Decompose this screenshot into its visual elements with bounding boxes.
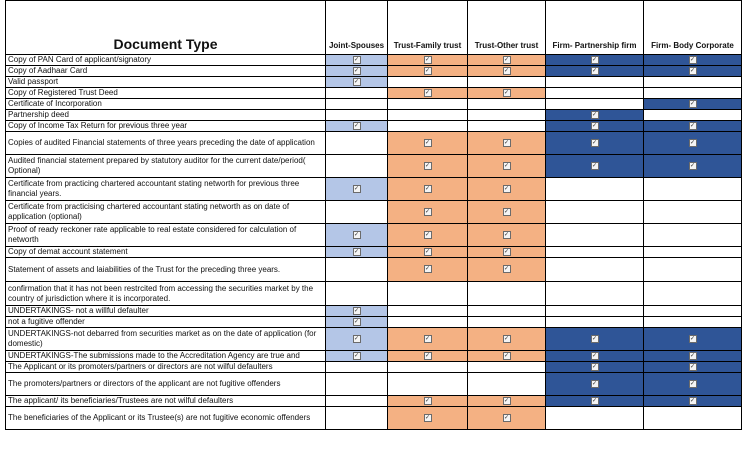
document-label: Partnership deed: [6, 110, 326, 121]
document-label: UNDERTAKINGS-not debarred from securities market as on the date of application (for domestic): [6, 328, 326, 351]
table-row: [6, 373, 742, 396]
checkbox-checked-icon[interactable]: [591, 162, 599, 170]
checkbox-checked-icon[interactable]: [424, 414, 432, 422]
table-row: [6, 396, 742, 407]
checkbox-checked-icon[interactable]: [353, 307, 361, 315]
cell-firm-partnership: [546, 110, 644, 121]
table-row: [6, 201, 742, 224]
checkbox-checked-icon[interactable]: [353, 248, 361, 256]
cell-firm-partnership: [546, 396, 644, 407]
table-row: [6, 88, 742, 99]
cell-trust-family: [388, 396, 468, 407]
document-label: Copy of Income Tax Return for previous three year: [6, 121, 326, 132]
cell-trust-other: [468, 317, 546, 328]
cell-firm-body-corporate: [644, 328, 742, 351]
checkbox-checked-icon[interactable]: [353, 352, 361, 360]
cell-joint-spouses: [326, 396, 388, 407]
cell-firm-partnership: [546, 224, 644, 247]
cell-firm-partnership: [546, 362, 644, 373]
cell-trust-other: [468, 121, 546, 132]
document-label: Valid passport: [6, 77, 326, 88]
cell-firm-partnership: [546, 178, 644, 201]
cell-joint-spouses: [326, 373, 388, 396]
checkbox-checked-icon[interactable]: [503, 139, 511, 147]
cell-joint-spouses: [326, 282, 388, 306]
cell-firm-partnership: [546, 88, 644, 99]
cell-trust-other: [468, 201, 546, 224]
cell-joint-spouses: [326, 99, 388, 110]
cell-trust-family: [388, 351, 468, 362]
document-label: Statement of assets and laiabilities of the Trust for the preceding three years.: [6, 258, 326, 282]
cell-joint-spouses: [326, 132, 388, 155]
cell-firm-partnership: [546, 77, 644, 88]
table-row: [6, 178, 742, 201]
column-header-firm-partnership: Firm- Partnership firm: [546, 1, 644, 55]
table-row: [6, 258, 742, 282]
document-label: Copies of audited Financial statements of three years preceding the date of application: [6, 132, 326, 155]
cell-firm-partnership: [546, 132, 644, 155]
column-header-trust-other: Trust-Other trust: [468, 1, 546, 55]
table-row: [6, 155, 742, 178]
cell-trust-other: [468, 110, 546, 121]
cell-trust-other: [468, 178, 546, 201]
cell-trust-other: [468, 328, 546, 351]
cell-trust-other: [468, 66, 546, 77]
checkbox-checked-icon[interactable]: [689, 363, 697, 371]
table-row: [6, 121, 742, 132]
cell-trust-other: [468, 362, 546, 373]
checkbox-checked-icon[interactable]: [591, 352, 599, 360]
checkbox-checked-icon[interactable]: [424, 89, 432, 97]
cell-trust-family: [388, 224, 468, 247]
checkbox-checked-icon[interactable]: [503, 208, 511, 216]
cell-firm-partnership: [546, 155, 644, 178]
cell-firm-partnership: [546, 99, 644, 110]
document-label: Copy of demat account statement: [6, 247, 326, 258]
checkbox-checked-icon[interactable]: [503, 231, 511, 239]
document-label: Copy of Registered Trust Deed: [6, 88, 326, 99]
checkbox-checked-icon[interactable]: [353, 78, 361, 86]
document-label: UNDERTAKINGS- not a willful defaulter: [6, 306, 326, 317]
cell-trust-other: [468, 55, 546, 66]
table-row: [6, 99, 742, 110]
checkbox-checked-icon[interactable]: [591, 363, 599, 371]
checkbox-checked-icon[interactable]: [689, 397, 697, 405]
table-row: [6, 407, 742, 430]
cell-firm-partnership: [546, 282, 644, 306]
document-label: Copy of PAN Card of applicant/signatory: [6, 55, 326, 66]
cell-firm-body-corporate: [644, 66, 742, 77]
cell-firm-body-corporate: [644, 132, 742, 155]
checkbox-checked-icon[interactable]: [353, 335, 361, 343]
cell-joint-spouses: [326, 121, 388, 132]
checkbox-checked-icon[interactable]: [591, 56, 599, 64]
table-row: [6, 362, 742, 373]
cell-firm-body-corporate: [644, 77, 742, 88]
cell-firm-partnership: [546, 306, 644, 317]
checkbox-checked-icon[interactable]: [503, 89, 511, 97]
cell-trust-family: [388, 155, 468, 178]
cell-trust-family: [388, 55, 468, 66]
cell-firm-partnership: [546, 317, 644, 328]
document-label: Proof of ready reckoner rate applicable to real estate considered for calculation of networth: [6, 224, 326, 247]
cell-trust-other: [468, 155, 546, 178]
document-label: Copy of Aadhaar Card: [6, 66, 326, 77]
cell-trust-other: [468, 407, 546, 430]
checkbox-checked-icon[interactable]: [424, 56, 432, 64]
table-row: [6, 247, 742, 258]
header-row: [6, 1, 742, 55]
cell-trust-family: [388, 317, 468, 328]
cell-joint-spouses: [326, 407, 388, 430]
cell-joint-spouses: [326, 258, 388, 282]
cell-trust-family: [388, 201, 468, 224]
cell-firm-body-corporate: [644, 407, 742, 430]
cell-firm-body-corporate: [644, 178, 742, 201]
checkbox-checked-icon[interactable]: [689, 67, 697, 75]
checkbox-checked-icon[interactable]: [503, 414, 511, 422]
checkbox-checked-icon[interactable]: [591, 380, 599, 388]
cell-firm-partnership: [546, 66, 644, 77]
table-row: [6, 224, 742, 247]
cell-firm-partnership: [546, 121, 644, 132]
cell-trust-other: [468, 224, 546, 247]
cell-trust-family: [388, 362, 468, 373]
cell-firm-partnership: [546, 328, 644, 351]
cell-trust-family: [388, 99, 468, 110]
checkbox-checked-icon[interactable]: [689, 56, 697, 64]
cell-firm-body-corporate: [644, 362, 742, 373]
cell-firm-partnership: [546, 247, 644, 258]
checkbox-checked-icon[interactable]: [591, 111, 599, 119]
checkbox-checked-icon[interactable]: [591, 67, 599, 75]
checkbox-checked-icon[interactable]: [591, 139, 599, 147]
cell-trust-family: [388, 121, 468, 132]
checkbox-checked-icon[interactable]: [424, 185, 432, 193]
cell-joint-spouses: [326, 88, 388, 99]
cell-firm-partnership: [546, 351, 644, 362]
cell-firm-body-corporate: [644, 121, 742, 132]
table-row: [6, 351, 742, 362]
checkbox-checked-icon[interactable]: [591, 397, 599, 405]
cell-trust-family: [388, 258, 468, 282]
document-type-table: [5, 0, 742, 430]
cell-firm-body-corporate: [644, 88, 742, 99]
checkbox-checked-icon[interactable]: [424, 208, 432, 216]
document-label: Certificate from practicising chartered accountant stating networth as on date of application (optional): [6, 201, 326, 224]
checkbox-checked-icon[interactable]: [424, 248, 432, 256]
checkbox-checked-icon[interactable]: [689, 100, 697, 108]
checkbox-checked-icon[interactable]: [353, 185, 361, 193]
document-label: The applicant/ its beneficiaries/Trustees are not wilful defaulters: [6, 396, 326, 407]
cell-trust-family: [388, 178, 468, 201]
cell-joint-spouses: [326, 247, 388, 258]
cell-firm-body-corporate: [644, 306, 742, 317]
cell-joint-spouses: [326, 110, 388, 121]
cell-trust-family: [388, 132, 468, 155]
cell-trust-other: [468, 351, 546, 362]
cell-firm-body-corporate: [644, 396, 742, 407]
checkbox-checked-icon[interactable]: [424, 335, 432, 343]
cell-trust-family: [388, 247, 468, 258]
cell-trust-family: [388, 88, 468, 99]
cell-trust-other: [468, 373, 546, 396]
document-label: Certificate from practicing chartered accountant stating networth for previous three financial years.: [6, 178, 326, 201]
column-header-joint-spouses: Joint-Spouses: [326, 1, 388, 55]
checkbox-checked-icon[interactable]: [424, 265, 432, 273]
document-label: The promoters/partners or directors of the applicant are not fugitive offenders: [6, 373, 326, 396]
document-label: Certificate of Incorporation: [6, 99, 326, 110]
cell-joint-spouses: [326, 55, 388, 66]
checkbox-checked-icon[interactable]: [503, 352, 511, 360]
checkbox-checked-icon[interactable]: [689, 335, 697, 343]
checkbox-checked-icon[interactable]: [424, 67, 432, 75]
cell-joint-spouses: [326, 362, 388, 373]
document-label: Audited financial statement prepared by statutory auditor for the current date/period( Optional): [6, 155, 326, 178]
checkbox-checked-icon[interactable]: [503, 265, 511, 273]
cell-joint-spouses: [326, 224, 388, 247]
column-header-document-type: Document Type: [6, 1, 326, 55]
cell-firm-partnership: [546, 407, 644, 430]
checkbox-checked-icon[interactable]: [591, 335, 599, 343]
column-header-firm-body-corporate: Firm- Body Corporate: [644, 1, 742, 55]
cell-trust-family: [388, 407, 468, 430]
checkbox-checked-icon[interactable]: [689, 380, 697, 388]
checkbox-checked-icon[interactable]: [503, 335, 511, 343]
checkbox-checked-icon[interactable]: [353, 231, 361, 239]
checkbox-checked-icon[interactable]: [503, 397, 511, 405]
document-table-wrapper: [5, 0, 742, 430]
table-body: [6, 55, 742, 430]
checkbox-checked-icon[interactable]: [689, 122, 697, 130]
cell-trust-family: [388, 328, 468, 351]
cell-firm-body-corporate: [644, 99, 742, 110]
checkbox-checked-icon[interactable]: [424, 352, 432, 360]
table-row: [6, 306, 742, 317]
table-row: [6, 328, 742, 351]
cell-firm-body-corporate: [644, 201, 742, 224]
cell-firm-body-corporate: [644, 373, 742, 396]
cell-firm-body-corporate: [644, 224, 742, 247]
cell-firm-body-corporate: [644, 110, 742, 121]
checkbox-checked-icon[interactable]: [503, 67, 511, 75]
cell-trust-family: [388, 66, 468, 77]
checkbox-checked-icon[interactable]: [424, 162, 432, 170]
document-label: not a fugitive offender: [6, 317, 326, 328]
cell-firm-body-corporate: [644, 351, 742, 362]
cell-firm-partnership: [546, 258, 644, 282]
cell-trust-other: [468, 306, 546, 317]
cell-joint-spouses: [326, 155, 388, 178]
cell-trust-other: [468, 88, 546, 99]
cell-joint-spouses: [326, 351, 388, 362]
cell-trust-family: [388, 282, 468, 306]
cell-firm-body-corporate: [644, 247, 742, 258]
cell-trust-other: [468, 99, 546, 110]
cell-trust-other: [468, 77, 546, 88]
cell-joint-spouses: [326, 201, 388, 224]
cell-trust-other: [468, 247, 546, 258]
cell-trust-family: [388, 373, 468, 396]
checkbox-checked-icon[interactable]: [353, 122, 361, 130]
cell-trust-other: [468, 396, 546, 407]
checkbox-checked-icon[interactable]: [591, 122, 599, 130]
checkbox-checked-icon[interactable]: [424, 397, 432, 405]
cell-trust-other: [468, 132, 546, 155]
cell-firm-body-corporate: [644, 155, 742, 178]
document-label: The Applicant or its promoters/partners or directors are not wilful defaulters: [6, 362, 326, 373]
cell-trust-family: [388, 110, 468, 121]
cell-firm-partnership: [546, 55, 644, 66]
cell-firm-partnership: [546, 201, 644, 224]
cell-firm-body-corporate: [644, 55, 742, 66]
cell-trust-family: [388, 77, 468, 88]
cell-trust-family: [388, 306, 468, 317]
checkbox-checked-icon[interactable]: [424, 231, 432, 239]
checkbox-checked-icon[interactable]: [424, 139, 432, 147]
checkbox-checked-icon[interactable]: [503, 162, 511, 170]
cell-joint-spouses: [326, 317, 388, 328]
table-row: [6, 55, 742, 66]
checkbox-checked-icon[interactable]: [503, 248, 511, 256]
document-label: The beneficiaries of the Applicant or its Trustee(s) are not fugitive economic offenders: [6, 407, 326, 430]
checkbox-checked-icon[interactable]: [353, 67, 361, 75]
table-row: [6, 110, 742, 121]
cell-firm-body-corporate: [644, 317, 742, 328]
cell-trust-other: [468, 282, 546, 306]
table-row: [6, 317, 742, 328]
checkbox-checked-icon[interactable]: [353, 56, 361, 64]
cell-firm-body-corporate: [644, 258, 742, 282]
column-header-trust-family: Trust-Family trust: [388, 1, 468, 55]
checkbox-checked-icon[interactable]: [353, 318, 361, 326]
cell-firm-body-corporate: [644, 282, 742, 306]
cell-joint-spouses: [326, 77, 388, 88]
table-row: [6, 132, 742, 155]
checkbox-checked-icon[interactable]: [503, 185, 511, 193]
cell-joint-spouses: [326, 66, 388, 77]
cell-joint-spouses: [326, 306, 388, 317]
table-row: [6, 66, 742, 77]
document-label: confirmation that it has not been restrcited from accessing the securities market by the country of jurisdiction where it is incorporated.: [6, 282, 326, 306]
cell-firm-partnership: [546, 373, 644, 396]
checkbox-checked-icon[interactable]: [503, 56, 511, 64]
document-label: UNDERTAKINGS-The submissions made to the Accreditation Agency are true and: [6, 351, 326, 362]
cell-joint-spouses: [326, 178, 388, 201]
table-row: [6, 77, 742, 88]
table-row: [6, 282, 742, 306]
checkbox-checked-icon[interactable]: [689, 352, 697, 360]
checkbox-checked-icon[interactable]: [689, 139, 697, 147]
cell-trust-other: [468, 258, 546, 282]
cell-joint-spouses: [326, 328, 388, 351]
checkbox-checked-icon[interactable]: [689, 162, 697, 170]
